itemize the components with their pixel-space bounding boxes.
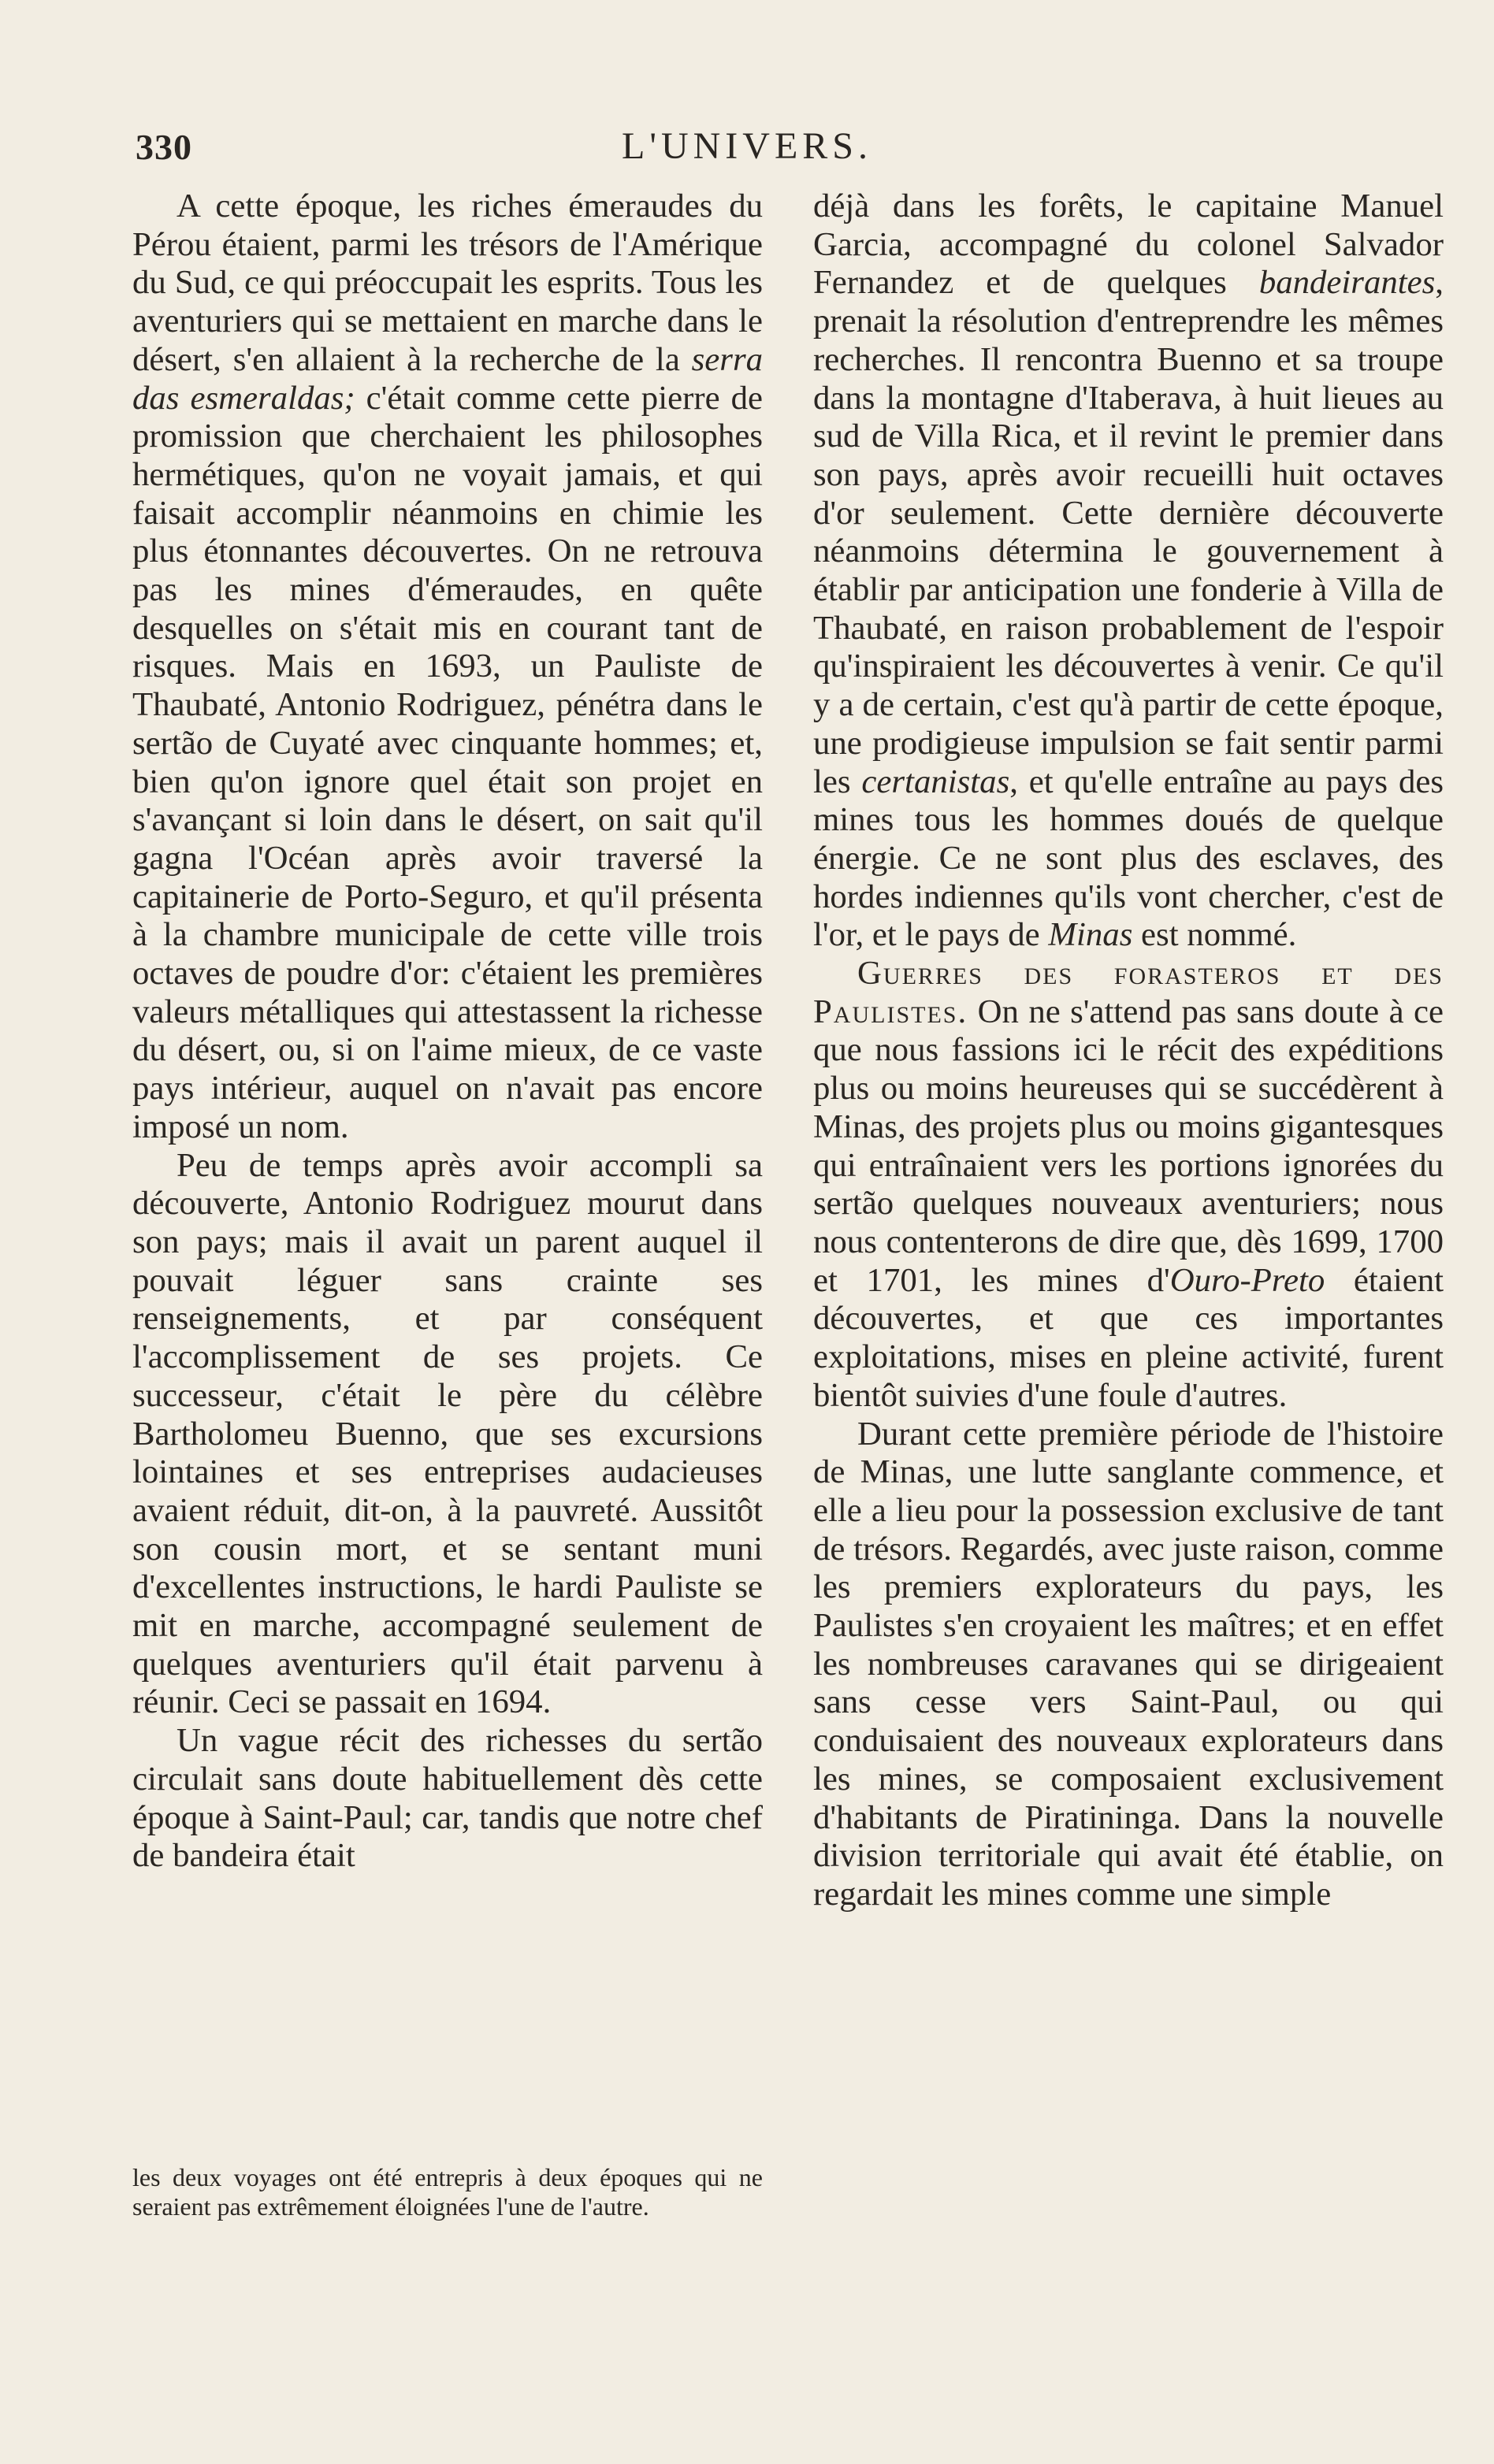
paragraph-rodriguez: Peu de temps après avoir accompli sa découverte, Antonio Rodriguez mourut dans son pays; mais il avait un parent auquel il pouvait léguer sans crainte ses renseignements, et par conséquent l'accomplissement de ses projets. Ce successeur, c'était le père du célèbre Bartholomeu Buenno, que ses excursions lointaines et ses entreprises audacieuses avaient réduit, dit-on, à la pauvreté. Aussitôt son cousin mort, et se sentant muni d'excellentes instructions, le hardi Pauliste se mit en marche, accompagné seulement de quelques aventuriers qu'il était parvenu à réunir. Ceci se passait en 1694. xyxy=(132,1146,763,1721)
italic-term: serra das esmeraldas; xyxy=(132,340,763,417)
paragraph-guerres: Guerres des forasteros et des Paulistes. On ne s'attend pas sans doute à ce que nous fassions ici le récit des expéditions plus ou moins heureuses qui se succédèrent à Minas, des projets plus ou moins gigantesques qui entraînaient vers les portions ignorées du sertão quelques nouveaux aventuriers; nous nous contenterons de dire que, dès 1699, 1700 et 1701, les mines d'Ouro-Preto étaient découvertes, et que ces importantes exploitations, mises en pleine activité, furent bientôt suivies d'une foule d'autres. xyxy=(813,955,1444,1414)
left-column xyxy=(132,187,763,1876)
running-title: L'UNIVERS. xyxy=(622,125,872,167)
footnote: les deux voyages ont été entrepris à deux époques qui ne seraient pas extrêmement éloignées l'une de l'autre. xyxy=(132,2163,763,2221)
italic-term: Minas xyxy=(1048,916,1133,954)
paragraph-garcia: déjà dans les forêts, le capitaine Manuel Garcia, accompagné du colonel Salvador Fernandez et de quelques bandeirantes, prenait la résolution d'entreprendre les mêmes recherches. Il rencontra Buenno et sa troupe dans la montagne d'Itaberava, à huit lieues au sud de Villa Rica, et il revint le premier dans son pays, après avoir recueilli huit octaves d'or seulement. Cette dernière découverte néanmoins détermina le gouvernement à établir par anticipation une fonderie à Villa de Thaubaté, en raison probablement de l'espoir qu'inspiraient les découvertes à venir. Ce qu'il y a de certain, c'est qu'à partir de cette époque, une prodigieuse impulsion se fait sentir parmi les certanistas, et qu'elle entraîne au pays des mines tous les hommes doués de quelque énergie. Ce ne sont plus des esclaves, des hordes indiennes qu'ils vont chercher, c'est de l'or, et le pays de Minas est nommé. xyxy=(813,187,1444,954)
section-heading: Guerres des forasteros et des Paulistes. xyxy=(813,955,1444,1030)
right-column xyxy=(813,187,1444,1914)
paragraph-lutte: Durant cette première période de l'histoire de Minas, une lutte sanglante commence, et elle a lieu pour la possession exclusive de tant de trésors. Regardés, avec juste raison, comme les premiers explorateurs du pays, les Paulistes s'en croyaient les maîtres; et en effet les nombreuses caravanes qui se dirigeaient sans cesse vers Saint-Paul, ou qui conduisaient des nouveaux explorateurs dans les mines, se composaient exclusivement d'habitants de Piratininga. Dans la nouvelle division territoriale qui avait été établie, on regardait les mines comme une simple xyxy=(813,1415,1444,1913)
paragraph-emeraudes: A cette époque, les riches émeraudes du Pérou étaient, parmi les trésors de l'Amérique du Sud, ce qui préoccupait les esprits. Tous les aventuriers qui se mettaient en marche dans le désert, s'en allaient à la recherche de la serra das esmeraldas; c'était comme cette pierre de promission que cherchaient les philosophes hermétiques, qu'on ne voyait jamais, et qui faisait accomplir néanmoins en chimie les plus étonnantes découvertes. On ne retrouva pas les mines d'émeraudes, en quête desquelles on s'était mis en courant tant de risques. Mais en 1693, un Pauliste de Thaubaté, Antonio Rodriguez, pénétra dans le sertão de Cuyaté avec cinquante hommes; et, bien qu'on ignore quel était son projet en s'avançant si loin dans le désert, on sait qu'il gagna l'Océan après avoir traversé la capitainerie de Porto-Seguro, et qu'il présenta à la chambre municipale de cette ville trois octaves de poudre d'or: c'étaient les premières valeurs métalliques qui attestassent la richesse du désert, ou, si on l'aime mieux, de ce vaste pays intérieur, auquel on n'avait pas encore imposé un nom. xyxy=(132,187,763,1145)
italic-term: certanistas xyxy=(861,763,1010,800)
italic-term: Ouro-Preto xyxy=(1169,1261,1325,1299)
page-number: 330 xyxy=(136,127,192,167)
italic-term: bandeirantes xyxy=(1258,264,1436,302)
paragraph-sertao: Un vague récit des richesses du sertão circulait sans doute habituellement dès cette époque à Saint-Paul; car, tandis que notre chef de bandeira était xyxy=(132,1722,763,1875)
